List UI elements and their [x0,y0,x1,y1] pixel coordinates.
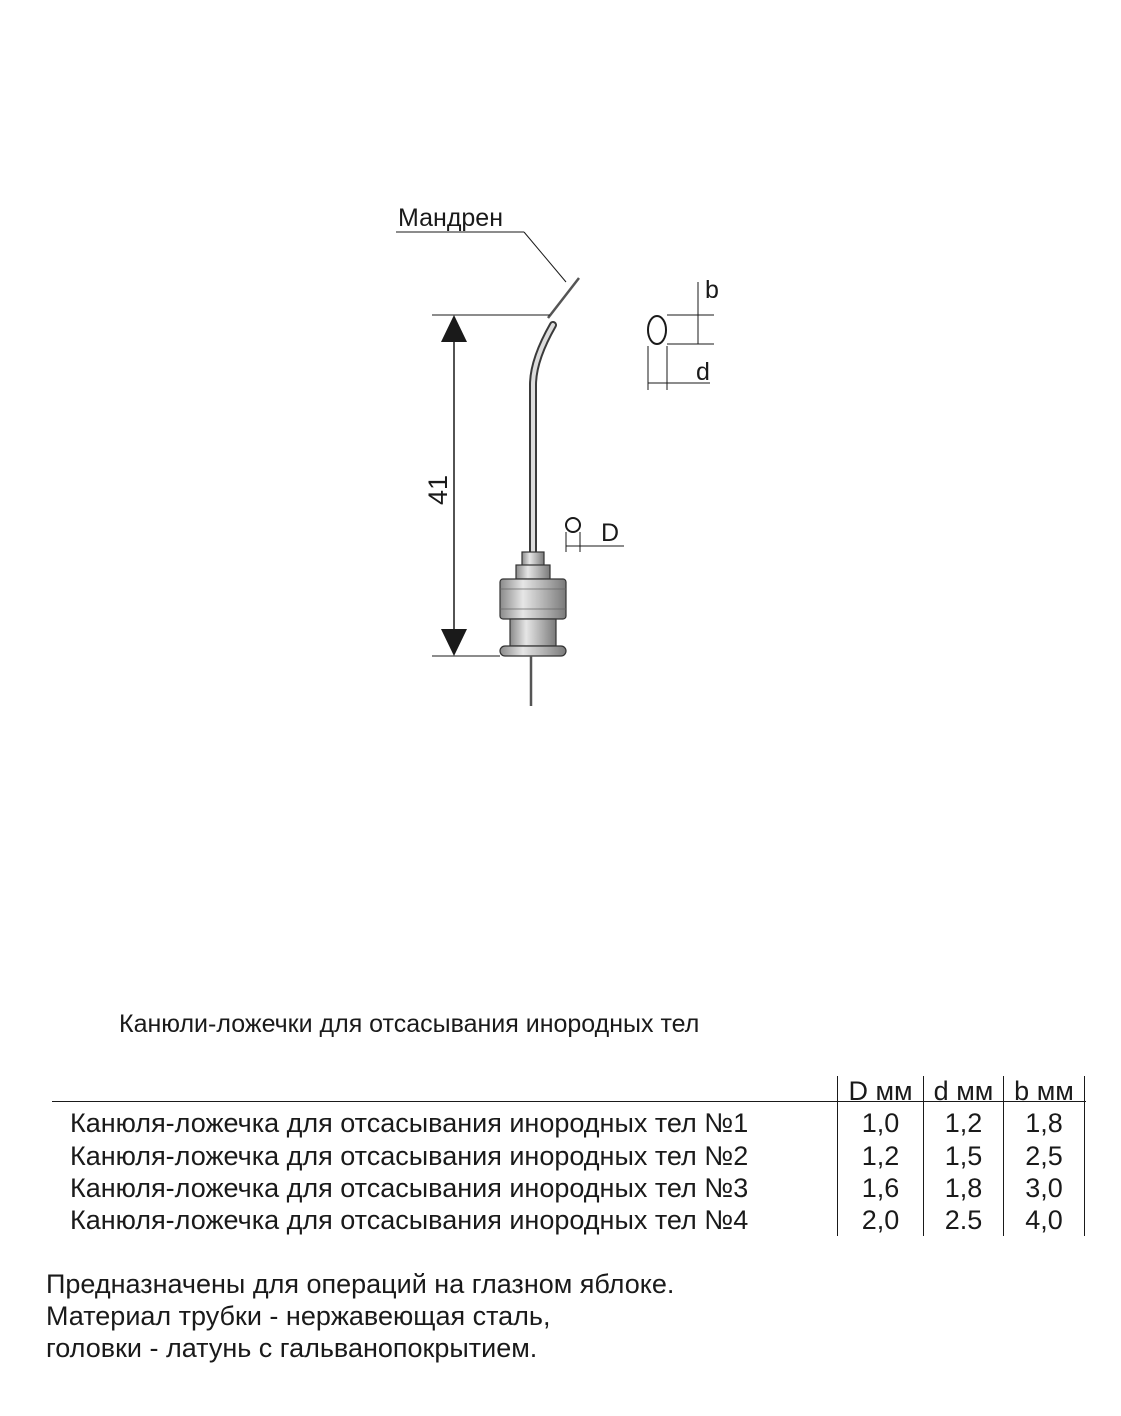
product-notes [46,1268,674,1364]
column-divider [1084,1076,1085,1236]
header-d: d мм [933,1076,994,1106]
cell-d: 1,5 [944,1141,983,1171]
row-name: Канюля-ложечка для отсасывания инородных тел №2 [70,1141,749,1171]
dimension-b-label: b [705,276,719,304]
cell-D: 1,6 [861,1173,900,1203]
mandrel-callout [396,204,566,282]
cell-d: 1,8 [944,1173,983,1203]
cannula-hub [500,552,566,706]
length-value: 41 [423,474,453,506]
tube-cross-section [566,518,624,552]
cell-b: 4,0 [1025,1205,1063,1235]
dimension-D-label: D [601,519,620,547]
dimension-d-label: d [696,358,710,386]
mandrel-wire [548,278,579,318]
cell-b: 3,0 [1025,1173,1063,1203]
cannula-tube [533,325,553,556]
product-caption: Канюли-ложечки для отсасывания инородных тел [119,1010,700,1038]
note-line: головки - латунь с гальванопокрытием. [46,1333,538,1363]
note-line: Материал трубки - нержавеющая сталь, [46,1301,551,1331]
cell-b: 1,8 [1025,1108,1063,1138]
row-name: Канюля-ложечка для отсасывания инородных тел №4 [70,1205,749,1235]
note-line: Предназначены для операций на глазном яблоке. [46,1269,675,1299]
row-name: Канюля-ложечка для отсасывания инородных тел №1 [70,1108,749,1138]
cell-D: 2,0 [861,1205,900,1235]
specifications-table [52,1076,1088,1236]
row-name: Канюля-ложечка для отсасывания инородных тел №3 [70,1173,749,1203]
header-b: b мм [1014,1076,1074,1106]
cell-d: 2.5 [944,1205,983,1235]
mandrel-label: Мандрен [398,204,504,232]
cell-D: 1,0 [861,1108,900,1138]
tip-cross-section [648,276,719,390]
cell-D: 1,2 [861,1141,900,1171]
header-D: D мм [848,1076,913,1106]
cell-d: 1,2 [944,1108,983,1138]
cell-b: 2,5 [1025,1141,1063,1171]
mandrel-leader-line [524,232,566,282]
